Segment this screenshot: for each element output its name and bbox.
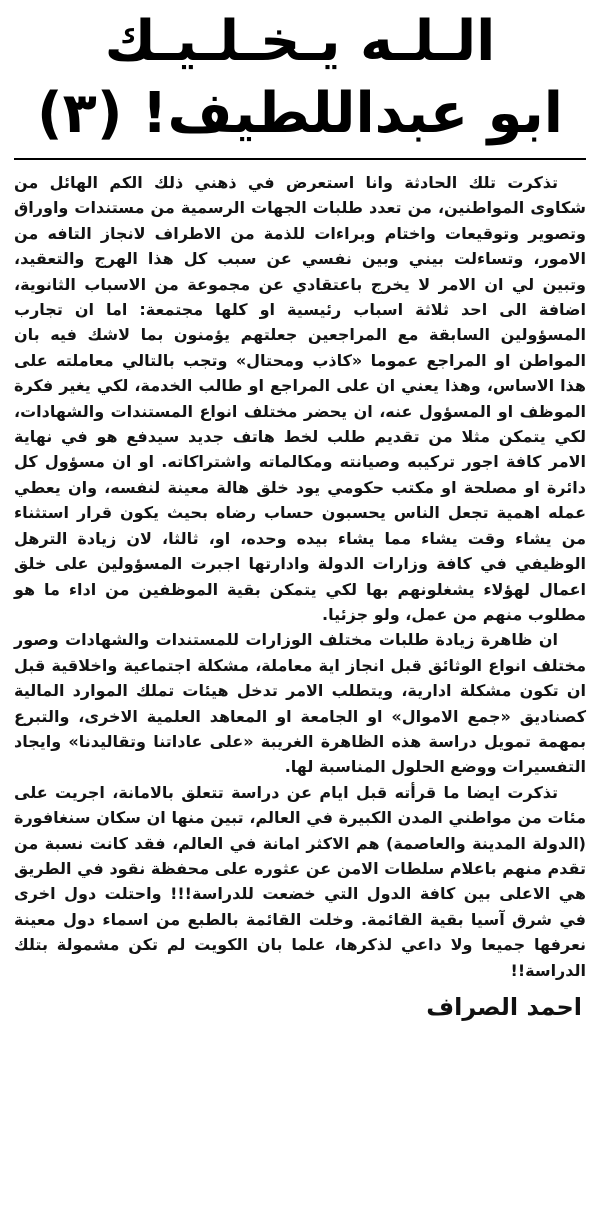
headline-divider xyxy=(14,158,586,160)
headline-line-2: ابو عبداللطيف! (٣) xyxy=(37,81,563,146)
headline xyxy=(14,6,586,146)
article-paragraph-2: ان ظاهرة زيادة طلبات مختلف الوزارات للمستندات والشهادات وصور مختلف انواع الوثائق قبل انجاز اية معاملة، مشكلة اجتماعية واخلاقية قبل ان تكون مشكلة ادارية، ويتطلب الامر تدخل هيئات تملك الموارد المالية كصناديق «جمع الاموال» او الجامعة او المعاهد العلمية الاخرى، والتبرع بمهمة تمويل دراسة هذه الظاهرة الغريبة «على عاداتنا وتقاليدنا» وايجاد التفسيرات ووضع الحلول المناسبة لها. xyxy=(14,630,586,777)
article-paragraph-3: تذكرت ايضا ما قرأته قبل ايام عن دراسة تتعلق بالامانة، اجريت على مئات من مواطني المدن الكبيرة في العالم، تبين منها ان سكان سنغافورة (الدولة المدينة والعاصمة) هم الاكثر امانة في العالم، فقد كانت نسبة من تقدم منهم باعلام سلطات الامن عن عثوره على محفظة نقود في الطريق هي الاعلى بين كافة الدول التي خضعت للدراسة!!! واحتلت دول اخرى في شرق آسيا بقية القائمة. وخلت القائمة بالطبع من اسماء دول معينة نعرفها جميعا ولا داعي لذكرها، علما بان الكويت لم تكن مشمولة بتلك الدراسة!! xyxy=(14,782,586,980)
article-paragraph-1: تذكرت تلك الحادثة وانا استعرض في ذهني ذلك الكم الهائل من شكاوى المواطنين، من تعدد طلبات الجهات الرسمية من مستندات واوراق وتصوير وتوقيعات واختام وبراءات للذمة من الاطراف لانجاز التافه من الامور، وتساءلت بيني وبين نفسي عن سبب كل هذا الهرج والتعقيد، وتبين لي ان الامر لا يخرج باعتقادي عن مجموعة من الاسباب الثانوية، اضافة الى احد ثلاثة اسباب رئيسية او كلها مجتمعة: اما ان تجارب المسؤولين السابقة مع المراجعين جعلتهم يؤمنون بما لاشك فيه بان المواطن او المراجع عموما «كاذب ومحتال» وتجب بالتالي معاملته على هذا الاساس، وهذا يعني ان على المراجع او طالب الخدمة، لكي يغير فكرة الموظف او المسؤول عنه، ان يحضر مختلف انواع المستندات والشهادات، لكي يتمكن مثلا من تقديم طلب لخط هاتف جديد سيدفع هو في نهاية الامر كافة اجور تركيبه وصيانته ومكالماته واشتراكاته. او ان مسؤول كل دائرة او مصلحة او مكتب حكومي يود خلق هالة معينة لنفسه، وان يعطي عمله اهمية تجعل الناس يحسبون حساب رضاه بحيث يكون قرار استثناء من يشاء وقت يشاء مما يشاء بيده وحده، او، ثالثا، لان زيادة الترهل الوظيفي في كافة وزارات الدولة وادارتها اجبرت المسؤولين على خلق اعمال لهؤلاء يشغلونهم بها لكي يتمكن بقية الموظفين من اداء ما هو مطلوب منهم من عمل، ولو جزئيا. xyxy=(14,173,586,624)
article-body xyxy=(14,170,586,983)
headline-line-1: الـلـه يـخـلـيـك xyxy=(104,9,496,74)
author-signature: احمد الصراف xyxy=(426,993,582,1021)
